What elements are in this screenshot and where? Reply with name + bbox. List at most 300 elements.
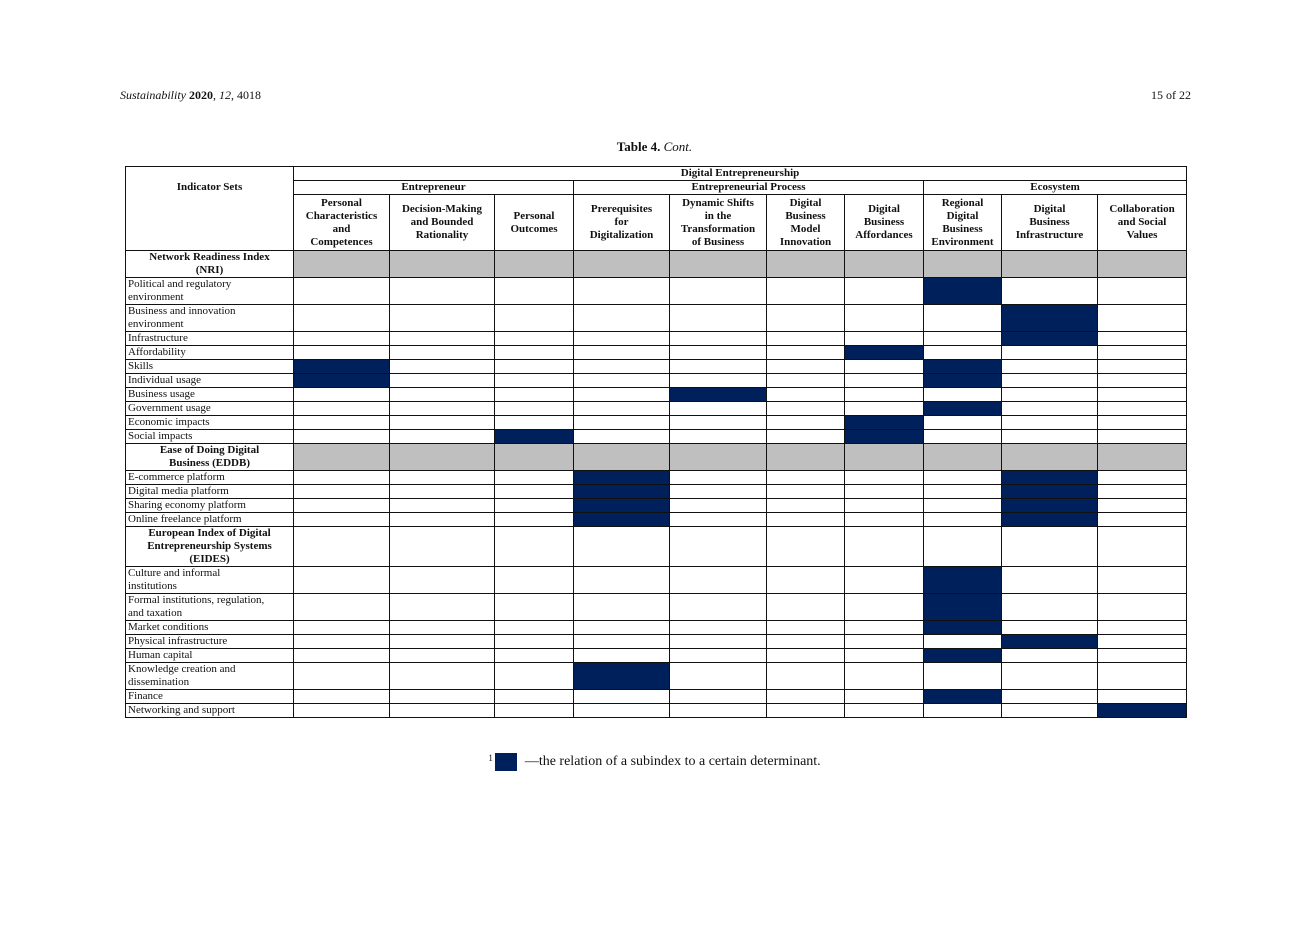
table-cell	[294, 567, 390, 594]
table-cell	[574, 360, 670, 374]
table-cell	[767, 499, 845, 513]
table-cell	[1098, 430, 1187, 444]
section-row	[126, 444, 1187, 471]
table-cell	[294, 388, 390, 402]
table-cell	[294, 663, 390, 690]
running-header-page-number: 15 of 22	[1151, 88, 1191, 102]
table-cell	[670, 278, 767, 305]
section-label: Network Readiness Index (NRI)	[126, 251, 294, 278]
table-cell	[390, 416, 495, 430]
table-cell	[1098, 621, 1187, 635]
table-cell	[924, 430, 1002, 444]
table-cell	[845, 332, 924, 346]
table-row	[126, 513, 1187, 527]
table-cell	[767, 621, 845, 635]
row-label: Affordability	[126, 346, 294, 360]
table-cell	[574, 332, 670, 346]
relation-mark	[924, 402, 1002, 416]
table-cell	[767, 374, 845, 388]
table-cell	[495, 402, 574, 416]
table-cell	[670, 332, 767, 346]
table-row	[126, 649, 1187, 663]
table-cell	[495, 305, 574, 332]
table-cell	[390, 444, 495, 471]
table-cell	[294, 416, 390, 430]
relation-mark	[924, 690, 1002, 704]
table-cell	[390, 621, 495, 635]
table-cell	[390, 360, 495, 374]
table-cell	[767, 278, 845, 305]
table-cell	[924, 513, 1002, 527]
table-cell	[1098, 416, 1187, 430]
relation-mark	[924, 621, 1002, 635]
table-cell	[294, 649, 390, 663]
row-label: Market conditions	[126, 621, 294, 635]
column-header: Regional Digital Business Environment	[924, 195, 1002, 251]
table-cell	[294, 690, 390, 704]
table-cell	[294, 471, 390, 485]
table-cell	[845, 305, 924, 332]
table-cell	[390, 251, 495, 278]
table-cell	[390, 663, 495, 690]
relation-mark	[845, 416, 924, 430]
table-cell	[294, 621, 390, 635]
table-cell	[845, 278, 924, 305]
table-cell	[574, 251, 670, 278]
table-row	[126, 416, 1187, 430]
table-cell	[390, 430, 495, 444]
table-cell	[574, 402, 670, 416]
table-cell	[845, 402, 924, 416]
table-cell	[845, 471, 924, 485]
table-cell	[495, 527, 574, 567]
table-cell	[495, 513, 574, 527]
table-cell	[1098, 635, 1187, 649]
row-label: E-commerce platform	[126, 471, 294, 485]
table-cell	[294, 332, 390, 346]
table-cell	[1002, 388, 1098, 402]
row-label: Business and innovation environment	[126, 305, 294, 332]
column-header: Decision-Making and Bounded Rationality	[390, 195, 495, 251]
table-cell	[390, 649, 495, 663]
table-cell	[924, 444, 1002, 471]
table-cell	[390, 471, 495, 485]
table-cell	[390, 402, 495, 416]
table-cell	[670, 635, 767, 649]
table-cell	[294, 635, 390, 649]
relation-mark	[574, 499, 670, 513]
table-cell	[924, 346, 1002, 360]
table-cell	[495, 332, 574, 346]
table-cell	[1002, 416, 1098, 430]
table-cell	[845, 388, 924, 402]
table-cell	[1098, 346, 1187, 360]
table-cell	[767, 635, 845, 649]
column-header: Digital Business Infrastructure	[1002, 195, 1098, 251]
table-cell	[574, 444, 670, 471]
running-header-citation: Sustainability 2020, 12, 4018	[120, 88, 261, 102]
table-cell	[845, 567, 924, 594]
table-cell	[924, 251, 1002, 278]
table-cell	[845, 663, 924, 690]
table-cell	[845, 444, 924, 471]
table-cell	[574, 635, 670, 649]
column-header: Prerequisites for Digitalization	[574, 195, 670, 251]
table-cell	[574, 690, 670, 704]
table-caption: Table 4. Cont.	[616, 139, 693, 154]
column-header: Personal Outcomes	[495, 195, 574, 251]
relation-mark	[670, 388, 767, 402]
table-cell	[767, 690, 845, 704]
table-cell	[294, 704, 390, 718]
relation-mark	[924, 278, 1002, 305]
table-cell	[924, 416, 1002, 430]
column-header: Digital Business Model Innovation	[767, 195, 845, 251]
table-cell	[845, 649, 924, 663]
table-cell	[574, 567, 670, 594]
table-cell	[495, 663, 574, 690]
table-cell	[495, 704, 574, 718]
table-cell	[1098, 567, 1187, 594]
table-cell	[767, 663, 845, 690]
row-label: Sharing economy platform	[126, 499, 294, 513]
table-cell	[924, 388, 1002, 402]
relation-mark	[1002, 332, 1098, 346]
table-cell	[767, 444, 845, 471]
table-cell	[1002, 663, 1098, 690]
table-cell	[390, 374, 495, 388]
table-cell	[845, 621, 924, 635]
table-cell	[767, 360, 845, 374]
table-cell	[390, 388, 495, 402]
column-header: Dynamic Shifts in the Transformation of Business	[670, 195, 767, 251]
row-label: Social impacts	[126, 430, 294, 444]
table-cell	[495, 594, 574, 621]
table-cell	[670, 346, 767, 360]
table-cell	[1002, 704, 1098, 718]
table-cell	[767, 402, 845, 416]
row-label: Networking and support	[126, 704, 294, 718]
footnote-text: —the relation of a subindex to a certain determinant.	[524, 754, 821, 770]
relation-mark	[574, 485, 670, 499]
table-cell	[670, 444, 767, 471]
group-header-entrepreneurial-process: Entrepreneurial Process	[574, 181, 924, 195]
table-cell	[767, 485, 845, 499]
relation-mark	[1002, 485, 1098, 499]
table-cell	[845, 527, 924, 567]
table-row	[126, 635, 1187, 649]
table-cell	[294, 444, 390, 471]
table-cell	[1098, 374, 1187, 388]
table-cell	[1098, 278, 1187, 305]
table-cell	[924, 527, 1002, 567]
section-label: Ease of Doing Digital Business (EDDB)	[126, 444, 294, 471]
relation-mark	[924, 374, 1002, 388]
table-cell	[845, 360, 924, 374]
relation-mark	[924, 567, 1002, 594]
table-cell	[845, 374, 924, 388]
table-cell	[767, 471, 845, 485]
row-label: Online freelance platform	[126, 513, 294, 527]
table-row	[126, 360, 1187, 374]
table-cell	[574, 388, 670, 402]
table-cell	[495, 485, 574, 499]
table-row	[126, 346, 1187, 360]
table-cell	[767, 513, 845, 527]
row-label: Human capital	[126, 649, 294, 663]
footnote-marker: 1	[488, 753, 493, 763]
column-header: Collaboration and Social Values	[1098, 195, 1187, 251]
table-cell	[1002, 621, 1098, 635]
table-cell	[495, 346, 574, 360]
table-cell	[767, 332, 845, 346]
table-cell	[670, 402, 767, 416]
table-cell	[390, 690, 495, 704]
table-cell	[845, 513, 924, 527]
footnote	[0, 753, 1309, 771]
table-cell	[924, 332, 1002, 346]
table-cell	[767, 305, 845, 332]
table-cell	[924, 471, 1002, 485]
table-cell	[574, 374, 670, 388]
table-cell	[924, 305, 1002, 332]
table-row	[126, 567, 1187, 594]
table-cell	[767, 251, 845, 278]
table-cell	[670, 485, 767, 499]
table-cell	[670, 567, 767, 594]
table-row	[126, 663, 1187, 690]
table-cell	[1098, 527, 1187, 567]
table-cell	[767, 430, 845, 444]
table-cell	[495, 444, 574, 471]
table-cell	[924, 499, 1002, 513]
table-cell	[845, 594, 924, 621]
relation-mark	[1002, 471, 1098, 485]
row-label: Formal institutions, regulation, and taxation	[126, 594, 294, 621]
table-cell	[670, 663, 767, 690]
table-cell	[767, 346, 845, 360]
table-cell	[670, 430, 767, 444]
table-cell	[924, 485, 1002, 499]
table-cell	[1002, 360, 1098, 374]
relation-mark	[924, 649, 1002, 663]
row-label: Economic impacts	[126, 416, 294, 430]
table-cell	[845, 499, 924, 513]
table-cell	[294, 346, 390, 360]
table-cell	[767, 649, 845, 663]
table-cell	[1098, 332, 1187, 346]
table-cell	[1002, 430, 1098, 444]
table-row	[126, 690, 1187, 704]
table-cell	[495, 416, 574, 430]
row-label: Government usage	[126, 402, 294, 416]
table-cell	[1098, 485, 1187, 499]
top-header: Digital Entrepreneurship	[294, 167, 1187, 181]
table-cell	[1098, 663, 1187, 690]
table-cell	[1098, 513, 1187, 527]
row-label: Knowledge creation and dissemination	[126, 663, 294, 690]
table-cell	[294, 527, 390, 567]
table-cell	[670, 690, 767, 704]
relation-mark	[294, 360, 390, 374]
table-cell	[1098, 471, 1187, 485]
relation-mark	[574, 663, 670, 690]
table-cell	[495, 499, 574, 513]
table-cell	[294, 251, 390, 278]
column-header: Personal Characteristics and Competences	[294, 195, 390, 251]
table-cell	[767, 527, 845, 567]
table-cell	[1098, 388, 1187, 402]
table-cell	[670, 513, 767, 527]
relation-mark	[845, 430, 924, 444]
table-cell	[1098, 690, 1187, 704]
table-cell	[670, 621, 767, 635]
table-cell	[294, 594, 390, 621]
table-cell	[294, 305, 390, 332]
table-cell	[670, 416, 767, 430]
table-cell	[670, 704, 767, 718]
table-row	[126, 704, 1187, 718]
table-cell	[574, 527, 670, 567]
table-cell	[495, 388, 574, 402]
table-cell	[1098, 499, 1187, 513]
table-cell	[294, 430, 390, 444]
table-cell	[294, 513, 390, 527]
table-cell	[495, 690, 574, 704]
table-cell	[390, 499, 495, 513]
table-cell	[845, 485, 924, 499]
table-row	[126, 621, 1187, 635]
relation-mark	[1002, 513, 1098, 527]
table-cell	[574, 621, 670, 635]
table-cell	[767, 567, 845, 594]
table-cell	[495, 649, 574, 663]
table-cell	[574, 346, 670, 360]
table-cell	[1002, 444, 1098, 471]
table-cell	[1002, 374, 1098, 388]
group-header-entrepreneur: Entrepreneur	[294, 181, 574, 195]
table-cell	[390, 332, 495, 346]
relation-mark	[1002, 499, 1098, 513]
table-cell	[1002, 346, 1098, 360]
table-cell	[1098, 360, 1187, 374]
corner-header: Indicator Sets	[126, 167, 294, 251]
table-cell	[767, 388, 845, 402]
table-row	[126, 430, 1187, 444]
row-label: Physical infrastructure	[126, 635, 294, 649]
table-cell	[670, 649, 767, 663]
table-cell	[767, 594, 845, 621]
table-cell	[574, 649, 670, 663]
table-cell	[1098, 305, 1187, 332]
relation-mark	[574, 513, 670, 527]
table-cell	[294, 402, 390, 416]
relation-mark	[845, 346, 924, 360]
row-label: Political and regulatory environment	[126, 278, 294, 305]
table-cell	[390, 346, 495, 360]
table-cell	[670, 594, 767, 621]
table-cell	[670, 360, 767, 374]
table-cell	[390, 485, 495, 499]
table-cell	[670, 499, 767, 513]
table-cell	[1098, 594, 1187, 621]
table-cell	[845, 704, 924, 718]
row-label: Digital media platform	[126, 485, 294, 499]
table-cell	[390, 635, 495, 649]
table-cell	[574, 305, 670, 332]
table-cell	[1098, 402, 1187, 416]
table-cell	[495, 567, 574, 594]
section-row	[126, 251, 1187, 278]
table-cell	[294, 499, 390, 513]
row-label: Culture and informal institutions	[126, 567, 294, 594]
table-row	[126, 499, 1187, 513]
table-cell	[390, 305, 495, 332]
row-label: Business usage	[126, 388, 294, 402]
table-cell	[574, 416, 670, 430]
table-cell	[574, 430, 670, 444]
section-row	[126, 527, 1187, 567]
table-cell	[1098, 649, 1187, 663]
table-cell	[670, 527, 767, 567]
table-cell	[1002, 690, 1098, 704]
table-cell	[1002, 402, 1098, 416]
section-label: European Index of Digital Entrepreneurship Systems (EIDES)	[126, 527, 294, 567]
table-cell	[1002, 594, 1098, 621]
table-cell	[670, 305, 767, 332]
table-cell	[390, 513, 495, 527]
table-cell	[845, 690, 924, 704]
relation-mark	[1002, 635, 1098, 649]
table-cell	[495, 251, 574, 278]
relation-mark	[924, 594, 1002, 621]
table-cell	[390, 704, 495, 718]
table-cell	[495, 360, 574, 374]
table-cell	[1002, 278, 1098, 305]
table-cell	[495, 635, 574, 649]
table-cell	[294, 485, 390, 499]
table-cell	[1002, 567, 1098, 594]
table-cell	[767, 704, 845, 718]
row-label: Finance	[126, 690, 294, 704]
relation-mark	[294, 374, 390, 388]
legend-swatch	[495, 753, 517, 771]
table-cell	[1098, 251, 1187, 278]
row-label: Skills	[126, 360, 294, 374]
table-cell	[767, 416, 845, 430]
table-cell	[670, 471, 767, 485]
table-cell	[670, 251, 767, 278]
relation-mark	[495, 430, 574, 444]
table-cell	[1002, 251, 1098, 278]
relation-mark	[924, 360, 1002, 374]
table-cell	[390, 594, 495, 621]
table-cell	[670, 374, 767, 388]
table-cell	[924, 663, 1002, 690]
table-cell	[390, 278, 495, 305]
row-label: Individual usage	[126, 374, 294, 388]
table-cell	[390, 527, 495, 567]
table-cell	[495, 621, 574, 635]
table-row	[126, 402, 1187, 416]
table-cell	[495, 471, 574, 485]
table-row	[126, 485, 1187, 499]
table-row	[126, 332, 1187, 346]
table-cell	[845, 251, 924, 278]
relation-mark	[1098, 704, 1187, 718]
table-cell	[924, 635, 1002, 649]
table-cell	[495, 278, 574, 305]
